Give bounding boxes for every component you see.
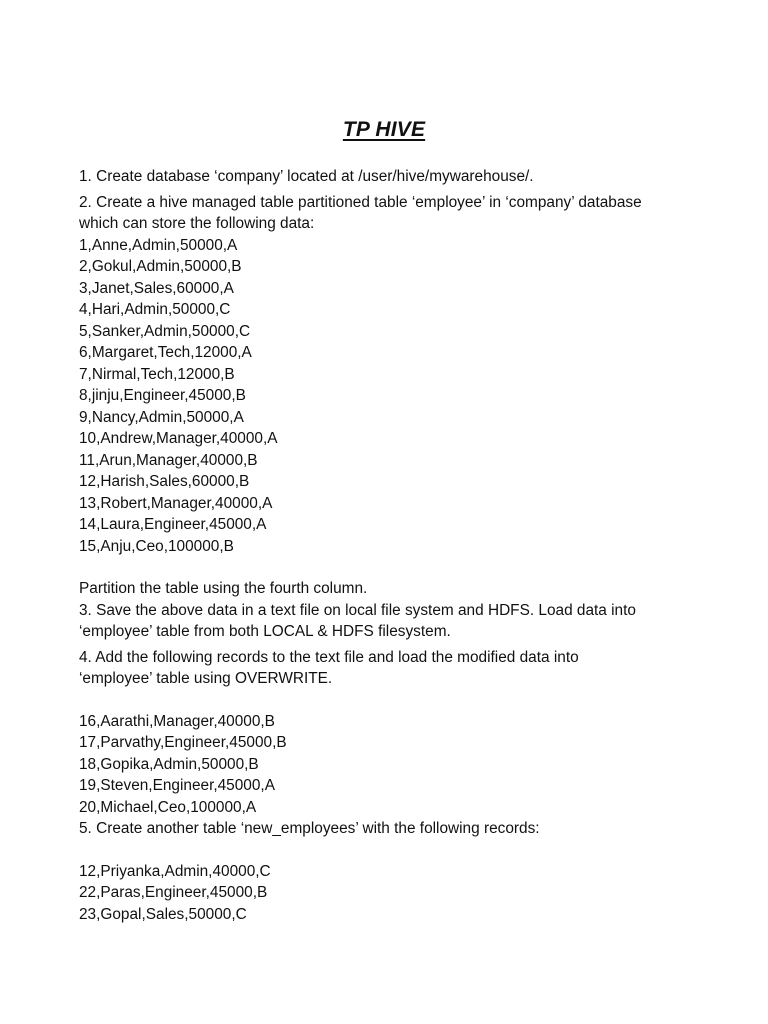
record-line: 20,Michael,Ceo,100000,A bbox=[79, 798, 257, 816]
record-line: 2,Gokul,Admin,50000,B bbox=[79, 258, 242, 275]
record-line: 11,Arun,Manager,40000,B bbox=[79, 451, 258, 469]
records-initial bbox=[79, 235, 719, 558]
task-4-line: ‘employee’ table using OVERWRITE. bbox=[79, 670, 333, 687]
record-line: 18,Gopika,Admin,50000,B bbox=[79, 755, 259, 773]
record-line: 1,Anne,Admin,50000,A bbox=[79, 236, 238, 254]
task-1: 1. Create database ‘company’ located at /user/hive/mywarehouse/. bbox=[79, 168, 534, 185]
record-line: 5,Sanker,Admin,50000,C bbox=[79, 322, 251, 340]
record-line: 7,Nirmal,Tech,12000,B bbox=[79, 365, 235, 383]
task-4-line: 4. Add the following records to the text file and load the modified data into bbox=[79, 648, 579, 666]
task-4 bbox=[79, 647, 719, 690]
record-line: 3,Janet,Sales,60000,A bbox=[79, 279, 234, 297]
record-line: 4,Hari,Admin,50000,C bbox=[79, 301, 231, 318]
record-line: 10,Andrew,Manager,40000,A bbox=[79, 430, 278, 447]
record-line: 17,Parvathy,Engineer,45000,B bbox=[79, 734, 287, 751]
task-3-line: ‘employee’ table from both LOCAL & HDFS filesystem. bbox=[79, 623, 451, 640]
task-2-line: which can store the following data: bbox=[79, 215, 315, 232]
record-line: 23,Gopal,Sales,50000,C bbox=[79, 905, 247, 923]
record-line: 22,Paras,Engineer,45000,B bbox=[79, 884, 268, 901]
record-line: 12,Priyanka,Admin,40000,C bbox=[79, 862, 271, 880]
record-line: 15,Anju,Ceo,100000,B bbox=[79, 537, 234, 555]
document-body bbox=[79, 166, 719, 925]
record-line: 14,Laura,Engineer,45000,A bbox=[79, 516, 267, 533]
partition-note: Partition the table using the fourth column. bbox=[79, 580, 368, 597]
task-3 bbox=[79, 600, 719, 643]
record-line: 8,jinju,Engineer,45000,B bbox=[79, 387, 246, 404]
record-line: 13,Robert,Manager,40000,A bbox=[79, 494, 273, 512]
task-5: 5. Create another table ‘new_employees’ with the following records: bbox=[79, 820, 540, 837]
task-3-line: 3. Save the above data in a text file on local file system and HDFS. Load data into bbox=[79, 601, 636, 619]
task-2 bbox=[79, 192, 719, 235]
record-line: 6,Margaret,Tech,12000,A bbox=[79, 344, 252, 361]
record-line: 16,Aarathi,Manager,40000,B bbox=[79, 712, 275, 730]
task-2-line: 2. Create a hive managed table partitioned table ‘employee’ in ‘company’ database bbox=[79, 193, 642, 211]
records-added bbox=[79, 711, 719, 819]
records-new bbox=[79, 861, 719, 926]
record-line: 9,Nancy,Admin,50000,A bbox=[79, 408, 244, 426]
record-line: 19,Steven,Engineer,45000,A bbox=[79, 777, 275, 794]
document-title: TP HIVE bbox=[342, 118, 426, 141]
record-line: 12,Harish,Sales,60000,B bbox=[79, 473, 250, 490]
